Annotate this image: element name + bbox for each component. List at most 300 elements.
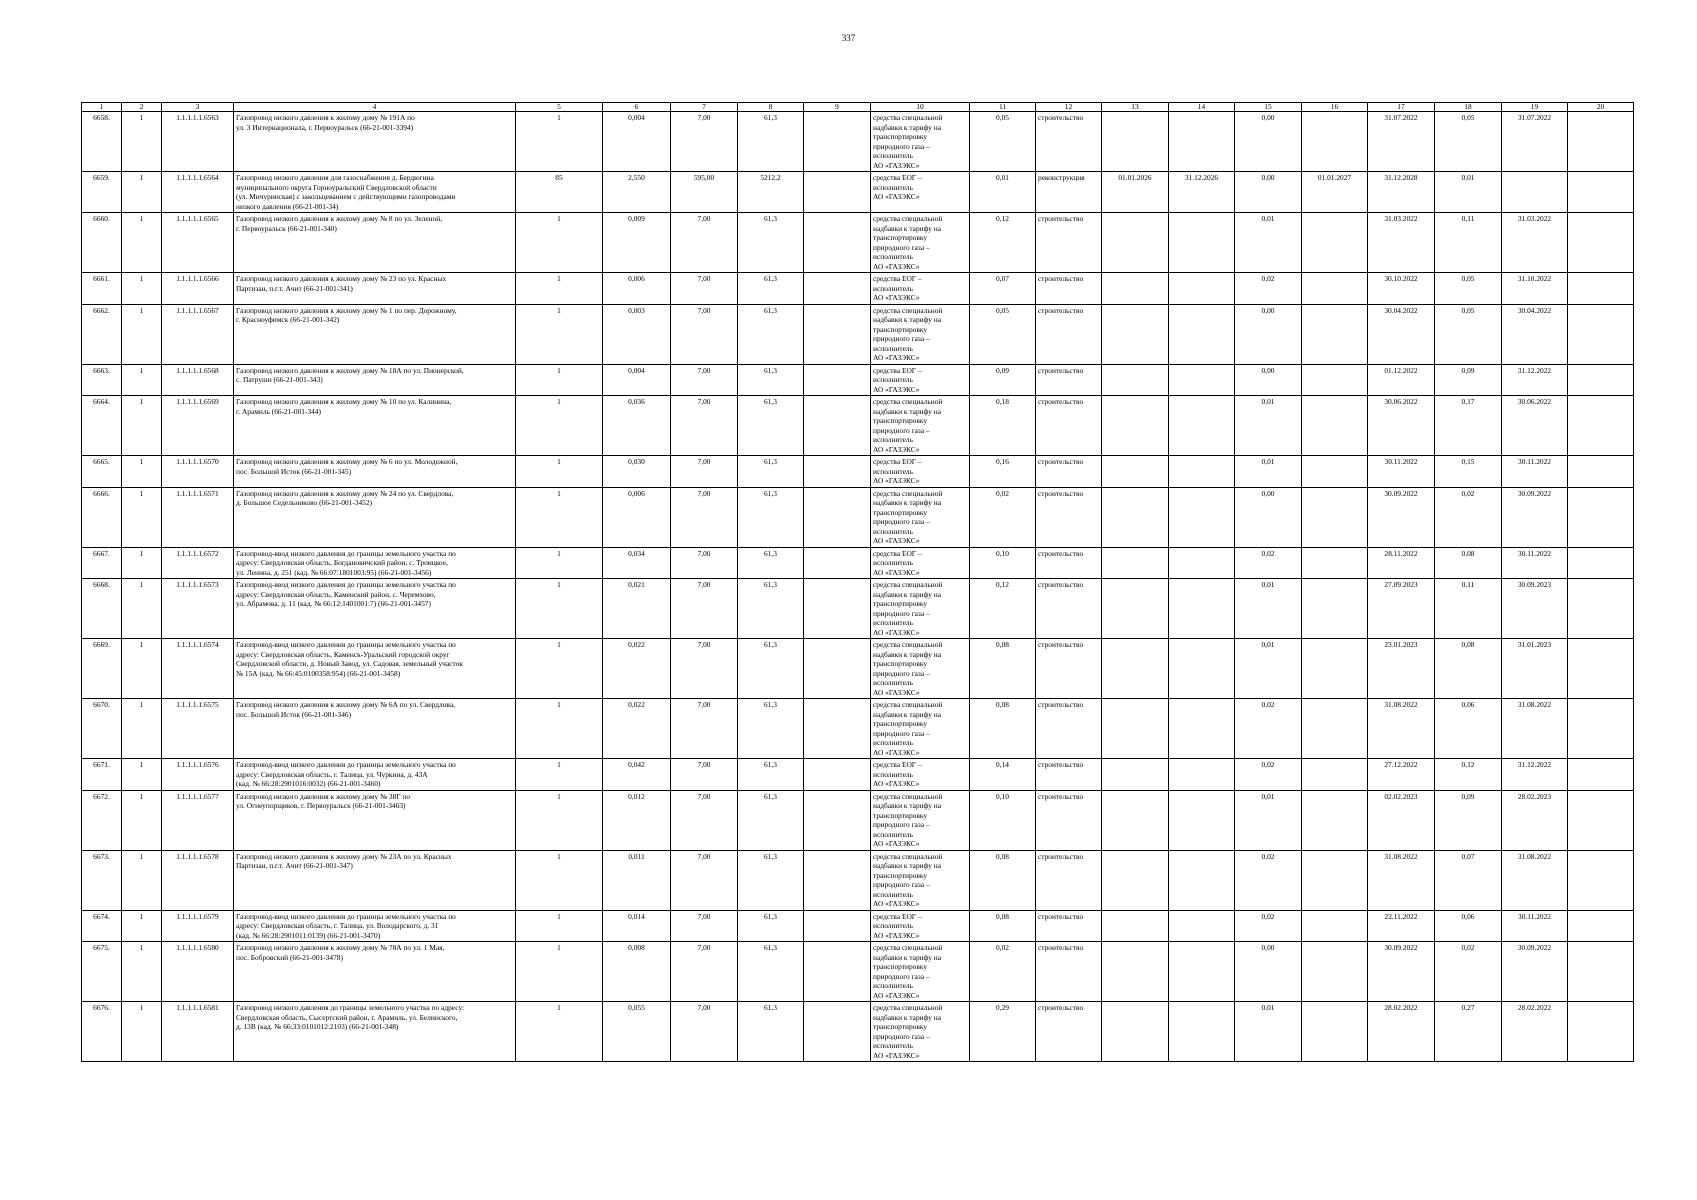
table-cell-col-6: 2,550: [603, 172, 671, 213]
table-cell-col-13: [1102, 304, 1169, 364]
table-cell-col-19: 30.06.2022: [1502, 396, 1568, 456]
table-cell-col-17: 30.06.2022: [1368, 396, 1435, 456]
table-cell-col-5: 1: [516, 639, 603, 699]
table-cell-col-17: 31.12.2028: [1368, 172, 1435, 213]
table-cell-col-12: строительство: [1036, 790, 1102, 850]
table-cell-col-10: средства специальной надбавки к тарифу на транспортировку природного газа – исполнитель АО «ГАЗЭКС»: [871, 213, 970, 273]
header-row: [82, 103, 1634, 112]
table-cell-col-15: 0,02: [1235, 273, 1302, 305]
table-cell-col-10: средства ЕОГ – исполнитель АО «ГАЗЭКС»: [871, 547, 970, 579]
table-cell-col-11: 0,10: [970, 547, 1036, 579]
table-cell-col-4: Газопровод низкого давления к жилому дому № 6А по ул. Свердлова, пос. Большой Исток (66-21-001-346): [234, 699, 516, 759]
table-cell-col-15: 0,00: [1235, 942, 1302, 1002]
table-cell-col-12: строительство: [1036, 759, 1102, 791]
table-cell-col-7: 7,00: [671, 790, 738, 850]
table-cell-col-2: 1: [122, 790, 162, 850]
table-cell-col-17: 31.07.2022: [1368, 112, 1435, 172]
table-cell-col-1: 6668.: [82, 579, 122, 639]
table-cell-col-4: Газопровод низкого давления к жилому дому № 6 по ул. Молодежной, пос. Большой Исток (66-21-001-345): [234, 456, 516, 488]
table-cell-col-5: 1: [516, 273, 603, 305]
table-cell-col-10: средства специальной надбавки к тарифу на транспортировку природного газа – исполнитель АО «ГАЗЭКС»: [871, 850, 970, 910]
table-cell-col-5: 1: [516, 850, 603, 910]
table-cell-col-16: [1302, 1002, 1368, 1062]
table-cell-col-18: 0,11: [1435, 213, 1502, 273]
table-row: [82, 699, 1634, 759]
table-cell-col-15: 0,01: [1235, 579, 1302, 639]
table-cell-col-5: 1: [516, 396, 603, 456]
table-cell-col-4: Газопровод низкого давления к жилому дому № 24 по ул. Свердлова, д. Большое Седельниково (66-21-001-3452): [234, 487, 516, 547]
table-cell-col-10: средства специальной надбавки к тарифу на транспортировку природного газа – исполнитель АО «ГАЗЭКС»: [871, 1002, 970, 1062]
table-cell-col-14: [1169, 699, 1235, 759]
table-cell-col-12: строительство: [1036, 1002, 1102, 1062]
table-cell-col-7: 595,00: [671, 172, 738, 213]
table-cell-col-4: Газопровод-ввод низкого давления до границы земельного участка по адресу: Свердловская область, г. Талица, ул. Володарского, д. 31 (кад. № 66:28:2901011:0139) (66-21-001-3470): [234, 910, 516, 942]
table-cell-col-6: 0,006: [603, 273, 671, 305]
column-number-header: 7: [671, 103, 738, 112]
table-cell-col-19: 30.11.2022: [1502, 547, 1568, 579]
table-cell-col-2: 1: [122, 639, 162, 699]
table-cell-col-10: средства ЕОГ – исполнитель АО «ГАЗЭКС»: [871, 172, 970, 213]
table-cell-col-4: Газопровод низкого давления к жилому дому № 18А по ул. Пионерской, с. Патруши (66-21-001-343): [234, 364, 516, 396]
table-cell-col-1: 6667.: [82, 547, 122, 579]
table-cell-col-14: [1169, 910, 1235, 942]
table-cell-col-17: 31.03.2022: [1368, 213, 1435, 273]
table-cell-col-14: [1169, 790, 1235, 850]
table-cell-col-3: 1.1.1.1.1.6574: [162, 639, 234, 699]
table-cell-col-4: Газопровод-ввод низкого давления до границы земельного участка по адресу: Свердловская область, г. Талица, ул. Чуркина, д. 43А (кад. № 66:28:2901016:0032) (66-21-001-3460): [234, 759, 516, 791]
table-cell-col-5: 1: [516, 942, 603, 1002]
column-number-header: 18: [1435, 103, 1502, 112]
table-cell-col-12: строительство: [1036, 364, 1102, 396]
table-cell-col-4: Газопровод низкого давления для газоснабжения д. Бердюгина муниципального округа Горноуральский Свердловской области (ул. Мичуринская) с закольцеванием с действующими газопроводами низкого давления (66-21-001-34): [234, 172, 516, 213]
table-cell-col-12: строительство: [1036, 273, 1102, 305]
table-cell-col-19: 30.09.2022: [1502, 942, 1568, 1002]
table-cell-col-1: 6659.: [82, 172, 122, 213]
table-cell-col-1: 6671.: [82, 759, 122, 791]
table-cell-col-16: [1302, 396, 1368, 456]
table-cell-col-13: [1102, 910, 1169, 942]
table-cell-col-2: 1: [122, 112, 162, 172]
table-cell-col-19: 30.11.2022: [1502, 910, 1568, 942]
table-cell-col-7: 7,00: [671, 112, 738, 172]
table-cell-col-12: строительство: [1036, 487, 1102, 547]
table-row: [82, 910, 1634, 942]
table-cell-col-8: 61,3: [738, 1002, 804, 1062]
table-cell-col-11: 0,08: [970, 910, 1036, 942]
table-cell-col-7: 7,00: [671, 273, 738, 305]
table-cell-col-15: 0,00: [1235, 172, 1302, 213]
table-cell-col-20: [1568, 213, 1634, 273]
table-cell-col-12: строительство: [1036, 547, 1102, 579]
table-row: [82, 456, 1634, 488]
column-number-header: 4: [234, 103, 516, 112]
table-cell-col-18: 0,12: [1435, 759, 1502, 791]
table-cell-col-15: 0,01: [1235, 1002, 1302, 1062]
table-cell-col-16: [1302, 273, 1368, 305]
table-cell-col-10: средства ЕОГ – исполнитель АО «ГАЗЭКС»: [871, 759, 970, 791]
table-cell-col-20: [1568, 910, 1634, 942]
table-cell-col-2: 1: [122, 1002, 162, 1062]
table-cell-col-1: 6665.: [82, 456, 122, 488]
table-cell-col-18: 0,07: [1435, 850, 1502, 910]
table-cell-col-2: 1: [122, 304, 162, 364]
table-cell-col-11: 0,08: [970, 699, 1036, 759]
table-cell-col-5: 1: [516, 487, 603, 547]
table-cell-col-17: 01.12.2022: [1368, 364, 1435, 396]
table-cell-col-12: строительство: [1036, 699, 1102, 759]
table-cell-col-6: 0,036: [603, 396, 671, 456]
table-cell-col-14: [1169, 364, 1235, 396]
table-cell-col-7: 7,00: [671, 213, 738, 273]
table-cell-col-15: 0,00: [1235, 112, 1302, 172]
table-cell-col-4: Газопровод низкого давления к жилому дому № 1 по пер. Дорожному, г. Красноуфимск (66-21-001-342): [234, 304, 516, 364]
table-cell-col-13: [1102, 850, 1169, 910]
table-cell-col-14: [1169, 850, 1235, 910]
table-cell-col-1: 6675.: [82, 942, 122, 1002]
table-cell-col-17: 30.09.2022: [1368, 942, 1435, 1002]
table-cell-col-18: 0,17: [1435, 396, 1502, 456]
table-cell-col-1: 6661.: [82, 273, 122, 305]
table-cell-col-5: 1: [516, 213, 603, 273]
table-cell-col-16: [1302, 304, 1368, 364]
table-cell-col-11: 0,10: [970, 790, 1036, 850]
table-cell-col-1: 6666.: [82, 487, 122, 547]
table-cell-col-14: [1169, 304, 1235, 364]
table-cell-col-3: 1.1.1.1.1.6565: [162, 213, 234, 273]
table-cell-col-7: 7,00: [671, 487, 738, 547]
table-cell-col-19: 30.04.2022: [1502, 304, 1568, 364]
table-cell-col-11: 0,05: [970, 112, 1036, 172]
table-cell-col-5: 1: [516, 304, 603, 364]
table-cell-col-3: 1.1.1.1.1.6575: [162, 699, 234, 759]
table-cell-col-20: [1568, 172, 1634, 213]
table-cell-col-2: 1: [122, 213, 162, 273]
table-cell-col-11: 0,12: [970, 579, 1036, 639]
table-cell-col-9: [804, 850, 871, 910]
table-cell-col-6: 0,004: [603, 364, 671, 396]
table-cell-col-3: 1.1.1.1.1.6573: [162, 579, 234, 639]
table-row: [82, 547, 1634, 579]
table-cell-col-13: [1102, 364, 1169, 396]
table-cell-col-7: 7,00: [671, 304, 738, 364]
column-number-header: 10: [871, 103, 970, 112]
table-cell-col-19: 31.12.2022: [1502, 759, 1568, 791]
column-number-header: 1: [82, 103, 122, 112]
table-row: [82, 273, 1634, 305]
table-cell-col-4: Газопровод-ввод низкого давления до границы земельного участка по адресу: Свердловская область, Каменск-Уральский городской округ Свердловской области, д. Новый Завод, ул. Садовая, земельный участок № 15А (кад. № 66:45:0100358:954) (66-21-001-3458): [234, 639, 516, 699]
table-cell-col-3: 1.1.1.1.1.6581: [162, 1002, 234, 1062]
table-cell-col-13: [1102, 1002, 1169, 1062]
table-cell-col-18: 0,11: [1435, 579, 1502, 639]
table-cell-col-19: 31.01.2023: [1502, 639, 1568, 699]
table-cell-col-3: 1.1.1.1.1.6569: [162, 396, 234, 456]
table-cell-col-20: [1568, 396, 1634, 456]
table-cell-col-19: 31.10.2022: [1502, 273, 1568, 305]
table-cell-col-18: 0,27: [1435, 1002, 1502, 1062]
table-cell-col-14: [1169, 396, 1235, 456]
table-cell-col-20: [1568, 304, 1634, 364]
column-number-header: 20: [1568, 103, 1634, 112]
table-cell-col-10: средства специальной надбавки к тарифу на транспортировку природного газа – исполнитель АО «ГАЗЭКС»: [871, 396, 970, 456]
table-cell-col-16: [1302, 213, 1368, 273]
table-row: [82, 213, 1634, 273]
table-cell-col-4: Газопровод низкого давления к жилому дому № 23А по ул. Красных Партизан, п.г.т. Ачит (66-21-001-347): [234, 850, 516, 910]
table-cell-col-6: 0,055: [603, 1002, 671, 1062]
table-cell-col-8: 61,3: [738, 273, 804, 305]
table-cell-col-19: 28.02.2022: [1502, 1002, 1568, 1062]
table-cell-col-8: 61,3: [738, 639, 804, 699]
table-cell-col-6: 0,030: [603, 456, 671, 488]
table-cell-col-19: 31.03.2022: [1502, 213, 1568, 273]
table-cell-col-18: 0,05: [1435, 112, 1502, 172]
table-cell-col-15: 0,02: [1235, 759, 1302, 791]
table-cell-col-11: 0,02: [970, 942, 1036, 1002]
table-cell-col-5: 1: [516, 1002, 603, 1062]
table-cell-col-15: 0,00: [1235, 487, 1302, 547]
table-cell-col-13: [1102, 639, 1169, 699]
column-number-header: 12: [1036, 103, 1102, 112]
table-cell-col-9: [804, 112, 871, 172]
table-cell-col-13: [1102, 759, 1169, 791]
table-cell-col-5: 1: [516, 579, 603, 639]
table-cell-col-16: [1302, 112, 1368, 172]
table-cell-col-18: 0,06: [1435, 699, 1502, 759]
table-cell-col-11: 0,12: [970, 213, 1036, 273]
table-cell-col-3: 1.1.1.1.1.6563: [162, 112, 234, 172]
table-cell-col-17: 30.09.2022: [1368, 487, 1435, 547]
column-number-header: 11: [970, 103, 1036, 112]
table-cell-col-20: [1568, 364, 1634, 396]
table-cell-col-6: 0,004: [603, 112, 671, 172]
column-number-header: 15: [1235, 103, 1302, 112]
table-cell-col-11: 0,08: [970, 850, 1036, 910]
table-cell-col-19: 31.08.2022: [1502, 850, 1568, 910]
table-cell-col-1: 6670.: [82, 699, 122, 759]
table-cell-col-4: Газопровод низкого давления до границы земельного участка по адресу: Свердловская область, Сысертский район, г. Арамиль, ул. Белинского, д. 13В (кад. № 66:33:0101012:2103) (66-21-001-348): [234, 1002, 516, 1062]
table-cell-col-13: [1102, 273, 1169, 305]
table-cell-col-9: [804, 942, 871, 1002]
table-cell-col-5: 85: [516, 172, 603, 213]
table-cell-col-3: 1.1.1.1.1.6572: [162, 547, 234, 579]
table-cell-col-9: [804, 172, 871, 213]
table-row: [82, 172, 1634, 213]
table-cell-col-14: [1169, 487, 1235, 547]
column-number-header: 19: [1502, 103, 1568, 112]
column-number-header: 3: [162, 103, 234, 112]
table-cell-col-2: 1: [122, 579, 162, 639]
table-cell-col-15: 0,02: [1235, 547, 1302, 579]
table-cell-col-12: строительство: [1036, 396, 1102, 456]
table-cell-col-10: средства специальной надбавки к тарифу на транспортировку природного газа – исполнитель АО «ГАЗЭКС»: [871, 942, 970, 1002]
table-cell-col-9: [804, 699, 871, 759]
table-cell-col-1: 6660.: [82, 213, 122, 273]
table-cell-col-10: средства специальной надбавки к тарифу на транспортировку природного газа – исполнитель АО «ГАЗЭКС»: [871, 639, 970, 699]
table-cell-col-14: [1169, 547, 1235, 579]
table-cell-col-11: 0,02: [970, 487, 1036, 547]
table-cell-col-7: 7,00: [671, 639, 738, 699]
table-row: [82, 487, 1634, 547]
table-cell-col-7: 7,00: [671, 910, 738, 942]
table-cell-col-17: 28.02.2022: [1368, 1002, 1435, 1062]
table-cell-col-20: [1568, 942, 1634, 1002]
table-cell-col-13: [1102, 487, 1169, 547]
table-cell-col-16: [1302, 547, 1368, 579]
table-cell-col-17: 31.08.2022: [1368, 699, 1435, 759]
table-cell-col-19: 31.12.2022: [1502, 364, 1568, 396]
table-cell-col-16: [1302, 910, 1368, 942]
table-cell-col-1: 6674.: [82, 910, 122, 942]
table-cell-col-10: средства ЕОГ – исполнитель АО «ГАЗЭКС»: [871, 273, 970, 305]
table-cell-col-8: 61,3: [738, 579, 804, 639]
table-cell-col-14: [1169, 456, 1235, 488]
table-cell-col-15: 0,01: [1235, 396, 1302, 456]
table-cell-col-18: 0,06: [1435, 910, 1502, 942]
table-cell-col-9: [804, 213, 871, 273]
table-cell-col-6: 0,003: [603, 304, 671, 364]
table-row: [82, 942, 1634, 1002]
table-cell-col-19: [1502, 172, 1568, 213]
table-cell-col-13: [1102, 942, 1169, 1002]
table-row: [82, 759, 1634, 791]
table-cell-col-13: [1102, 213, 1169, 273]
table-cell-col-2: 1: [122, 942, 162, 1002]
table-cell-col-5: 1: [516, 547, 603, 579]
table-cell-col-15: 0,00: [1235, 304, 1302, 364]
table-cell-col-9: [804, 910, 871, 942]
table-cell-col-2: 1: [122, 910, 162, 942]
table-cell-col-7: 7,00: [671, 547, 738, 579]
table-cell-col-13: [1102, 112, 1169, 172]
table-cell-col-10: средства специальной надбавки к тарифу на транспортировку природного газа – исполнитель АО «ГАЗЭКС»: [871, 487, 970, 547]
table-cell-col-12: строительство: [1036, 112, 1102, 172]
table-cell-col-6: 0,012: [603, 790, 671, 850]
table-cell-col-11: 0,18: [970, 396, 1036, 456]
table-cell-col-8: 61,3: [738, 910, 804, 942]
table-cell-col-18: 0,09: [1435, 790, 1502, 850]
table-row: [82, 1002, 1634, 1062]
table-cell-col-6: 0,022: [603, 639, 671, 699]
table-cell-col-6: 0,009: [603, 213, 671, 273]
table-cell-col-3: 1.1.1.1.1.6571: [162, 487, 234, 547]
table-cell-col-8: 61,3: [738, 304, 804, 364]
table-cell-col-16: [1302, 790, 1368, 850]
table-cell-col-14: [1169, 942, 1235, 1002]
column-number-header: 17: [1368, 103, 1435, 112]
table-cell-col-19: 30.11.2022: [1502, 456, 1568, 488]
table-cell-col-2: 1: [122, 759, 162, 791]
table-cell-col-9: [804, 487, 871, 547]
table-cell-col-20: [1568, 112, 1634, 172]
table-row: [82, 639, 1634, 699]
table-cell-col-2: 1: [122, 396, 162, 456]
table-cell-col-10: средства специальной надбавки к тарифу на транспортировку природного газа – исполнитель АО «ГАЗЭКС»: [871, 304, 970, 364]
table-cell-col-3: 1.1.1.1.1.6577: [162, 790, 234, 850]
table-cell-col-17: 30.10.2022: [1368, 273, 1435, 305]
table-cell-col-18: 0,01: [1435, 172, 1502, 213]
table-cell-col-8: 61,3: [738, 456, 804, 488]
table-cell-col-5: 1: [516, 364, 603, 396]
table-cell-col-3: 1.1.1.1.1.6568: [162, 364, 234, 396]
investment-program-table: [81, 102, 1634, 1062]
table-cell-col-11: 0,07: [970, 273, 1036, 305]
table-cell-col-4: Газопровод-ввод низкого давления до границы земельного участка по адресу: Свердловская область, Каменский район, с. Черемхово, ул. Абрамова, д. 11 (кад. № 66:12:1401001:7) (66-21-001-3457): [234, 579, 516, 639]
table-cell-col-6: 0,042: [603, 759, 671, 791]
table-row: [82, 579, 1634, 639]
table-cell-col-3: 1.1.1.1.1.6578: [162, 850, 234, 910]
table-cell-col-1: 6669.: [82, 639, 122, 699]
table-cell-col-13: [1102, 547, 1169, 579]
column-number-header: 9: [804, 103, 871, 112]
table-row: [82, 790, 1634, 850]
table-cell-col-20: [1568, 1002, 1634, 1062]
table-cell-col-16: 01.01.2027: [1302, 172, 1368, 213]
table-cell-col-13: [1102, 396, 1169, 456]
table-row: [82, 364, 1634, 396]
table-cell-col-9: [804, 396, 871, 456]
table-cell-col-14: 31.12.2026: [1169, 172, 1235, 213]
table-cell-col-5: 1: [516, 790, 603, 850]
table-cell-col-11: 0,14: [970, 759, 1036, 791]
table-cell-col-14: [1169, 579, 1235, 639]
column-number-header: 8: [738, 103, 804, 112]
table-cell-col-16: [1302, 579, 1368, 639]
table-cell-col-13: [1102, 579, 1169, 639]
table-cell-col-9: [804, 364, 871, 396]
table-cell-col-2: 1: [122, 172, 162, 213]
table-cell-col-18: 0,15: [1435, 456, 1502, 488]
table-cell-col-16: [1302, 487, 1368, 547]
table-cell-col-3: 1.1.1.1.1.6564: [162, 172, 234, 213]
table-cell-col-7: 7,00: [671, 942, 738, 1002]
table-cell-col-16: [1302, 942, 1368, 1002]
table-cell-col-1: 6672.: [82, 790, 122, 850]
table-cell-col-16: [1302, 850, 1368, 910]
table-cell-col-20: [1568, 456, 1634, 488]
table-cell-col-4: Газопровод низкого давления к жилому дому № 38Г по ул. Огнеупорщиков, г. Первоуральск (66-21-001-3463): [234, 790, 516, 850]
table-cell-col-4: Газопровод-ввод низкого давления до границы земельного участка по адресу: Свердловская область, Богдановичский район, с. Троицкое, ул. Ленина, д. 251 (кад. № 66:07:1801003:95) (66-21-001-3456): [234, 547, 516, 579]
table-cell-col-18: 0,05: [1435, 304, 1502, 364]
table-cell-col-17: 22.11.2022: [1368, 910, 1435, 942]
table-cell-col-9: [804, 639, 871, 699]
table-cell-col-9: [804, 1002, 871, 1062]
table-cell-col-12: строительство: [1036, 910, 1102, 942]
table-cell-col-4: Газопровод низкого давления к жилому дому № 8 по ул. Зеленой, г. Первоуральск (66-21-001-340): [234, 213, 516, 273]
table-cell-col-17: 23.01.2023: [1368, 639, 1435, 699]
table-cell-col-16: [1302, 364, 1368, 396]
table-cell-col-4: Газопровод низкого давления к жилому дому № 78А по ул. 1 Мая, пос. Бобровский (66-21-001-3478): [234, 942, 516, 1002]
table-cell-col-6: 0,008: [603, 942, 671, 1002]
table-cell-col-2: 1: [122, 487, 162, 547]
table-cell-col-2: 1: [122, 547, 162, 579]
table-cell-col-14: [1169, 1002, 1235, 1062]
table-cell-col-6: 0,006: [603, 487, 671, 547]
table-cell-col-15: 0,01: [1235, 456, 1302, 488]
table-cell-col-7: 7,00: [671, 850, 738, 910]
table-cell-col-16: [1302, 456, 1368, 488]
table-cell-col-13: [1102, 699, 1169, 759]
table-cell-col-8: 61,3: [738, 547, 804, 579]
table-cell-col-6: 0,022: [603, 699, 671, 759]
table-cell-col-15: 0,02: [1235, 699, 1302, 759]
table-cell-col-5: 1: [516, 112, 603, 172]
table-cell-col-11: 0,29: [970, 1002, 1036, 1062]
table-cell-col-19: 28.02.2023: [1502, 790, 1568, 850]
table-cell-col-20: [1568, 487, 1634, 547]
table-cell-col-16: [1302, 699, 1368, 759]
table-cell-col-8: 61,3: [738, 213, 804, 273]
table-cell-col-9: [804, 273, 871, 305]
table-cell-col-12: строительство: [1036, 304, 1102, 364]
